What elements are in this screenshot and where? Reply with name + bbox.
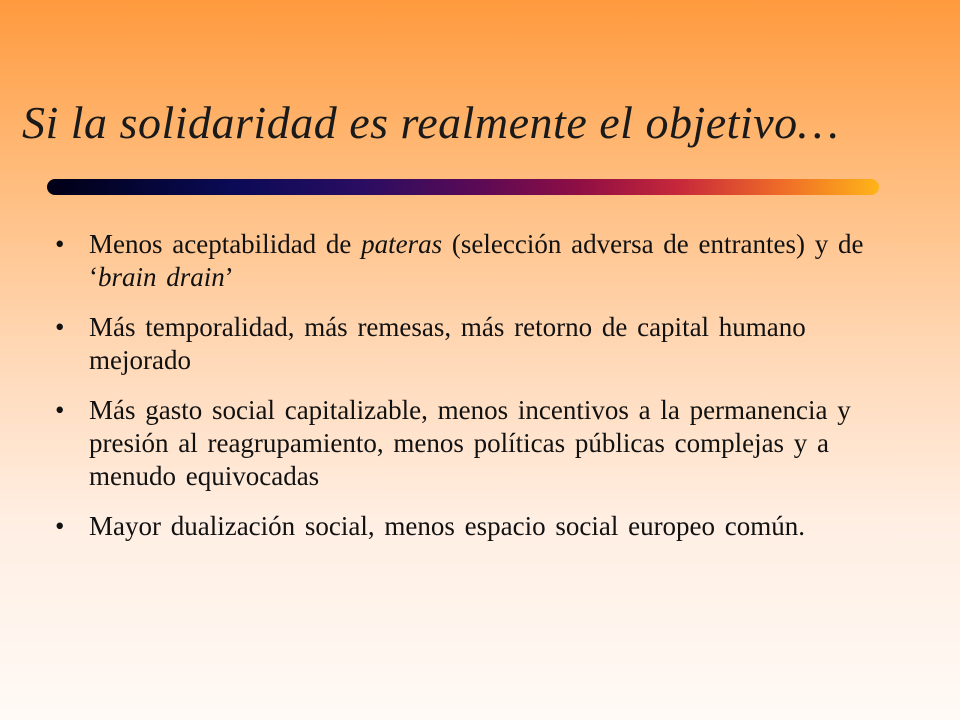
bullet-text-3: Más gasto social capitalizable, menos incentivos a la permanencia y presión al reagrupamiento, menos políticas públicas complejas y a menudo equivocadas bbox=[89, 395, 851, 491]
bullet-item-1 bbox=[55, 228, 915, 294]
bullet-dot-icon: • bbox=[55, 511, 65, 541]
slide-title: Si la solidaridad es realmente el objetivo… bbox=[22, 97, 840, 148]
bullet-emphasis-brain-drain: brain drain bbox=[98, 262, 225, 292]
bullet-text-2: Más temporalidad, más remesas, más retorno de capital humano mejorado bbox=[89, 312, 806, 375]
bullet-dot-icon: • bbox=[55, 395, 65, 425]
bullet-text-segment: ’ bbox=[224, 262, 234, 292]
bullet-text-segment: Menos aceptabilidad de bbox=[89, 229, 362, 259]
bullet-text-segment: (selección adversa de entrantes) y de ‘ bbox=[89, 229, 864, 292]
bullet-item-4 bbox=[55, 510, 915, 543]
bullet-text-4: Mayor dualización social, menos espacio social europeo común. bbox=[89, 511, 806, 541]
bullet-list bbox=[55, 228, 915, 560]
bullet-dot-icon: • bbox=[55, 312, 65, 342]
bullet-text-1 bbox=[89, 229, 863, 292]
bullet-item-3 bbox=[55, 394, 915, 493]
bullet-item-2 bbox=[55, 311, 915, 377]
bullet-dot-icon: • bbox=[55, 229, 65, 259]
title-underline-bar bbox=[47, 179, 879, 195]
bullet-emphasis-pateras: pateras bbox=[361, 229, 443, 259]
